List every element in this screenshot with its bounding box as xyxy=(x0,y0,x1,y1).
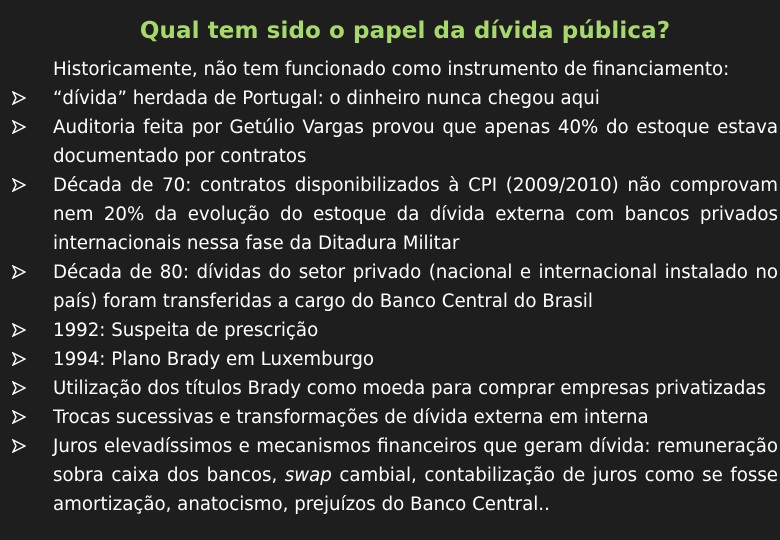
bullet-text: 1994: Plano Brady em Luxemburgo xyxy=(53,349,375,370)
bullet-item xyxy=(0,316,780,345)
bullet-text-part: cambial, contabilização de juros como se fosse amortização, anatocismo, prejuízos do Banco Central.. xyxy=(53,465,778,515)
bullet-item xyxy=(0,84,780,113)
bullet-list xyxy=(0,84,780,519)
bullet-item xyxy=(0,403,780,432)
bullet-item xyxy=(0,113,780,171)
bullet-text: Década de 80: dívidas do setor privado (nacional e internacional instalado no país) foram transferidas a cargo do Banco Central do Brasil xyxy=(53,262,778,312)
bullet-item xyxy=(0,345,780,374)
intro-text: Historicamente, não tem funcionado como instrumento de financiamento: xyxy=(53,59,730,80)
bullet-text: Década de 70: contratos disponibilizados à CPI (2009/2010) não comprovam nem 20% da evolução do estoque da dívida externa com bancos privados internacionais nessa fase da Ditadura Militar xyxy=(53,175,778,254)
bullet-text: 1992: Suspeita de prescrição xyxy=(53,320,319,341)
bullet-text: Trocas sucessivas e transformações de dívida externa em interna xyxy=(53,407,649,428)
bullet-item xyxy=(0,258,780,316)
bullet-text-part: Juros elevadíssimos e mecanismos financeiros que geram dívida: remuneração sobra caixa dos bancos, xyxy=(53,436,778,486)
bullet-text: Auditoria feita por Getúlio Vargas provou que apenas 40% do estoque estava documentado por contratos xyxy=(53,117,778,167)
bullet-text: Utilização dos títulos Brady como moeda para comprar empresas privatizadas xyxy=(53,378,766,399)
bullet-item xyxy=(0,171,780,258)
bullet-text-italic: swap xyxy=(284,465,332,486)
bullet-item xyxy=(0,432,780,519)
bullet-text: “dívida” herdada de Portugal: o dinheiro nunca chegou aqui xyxy=(53,88,600,109)
slide-title: Qual tem sido o papel da dívida pública? xyxy=(139,18,671,44)
bullet-item xyxy=(0,374,780,403)
bullet-text xyxy=(53,436,778,515)
